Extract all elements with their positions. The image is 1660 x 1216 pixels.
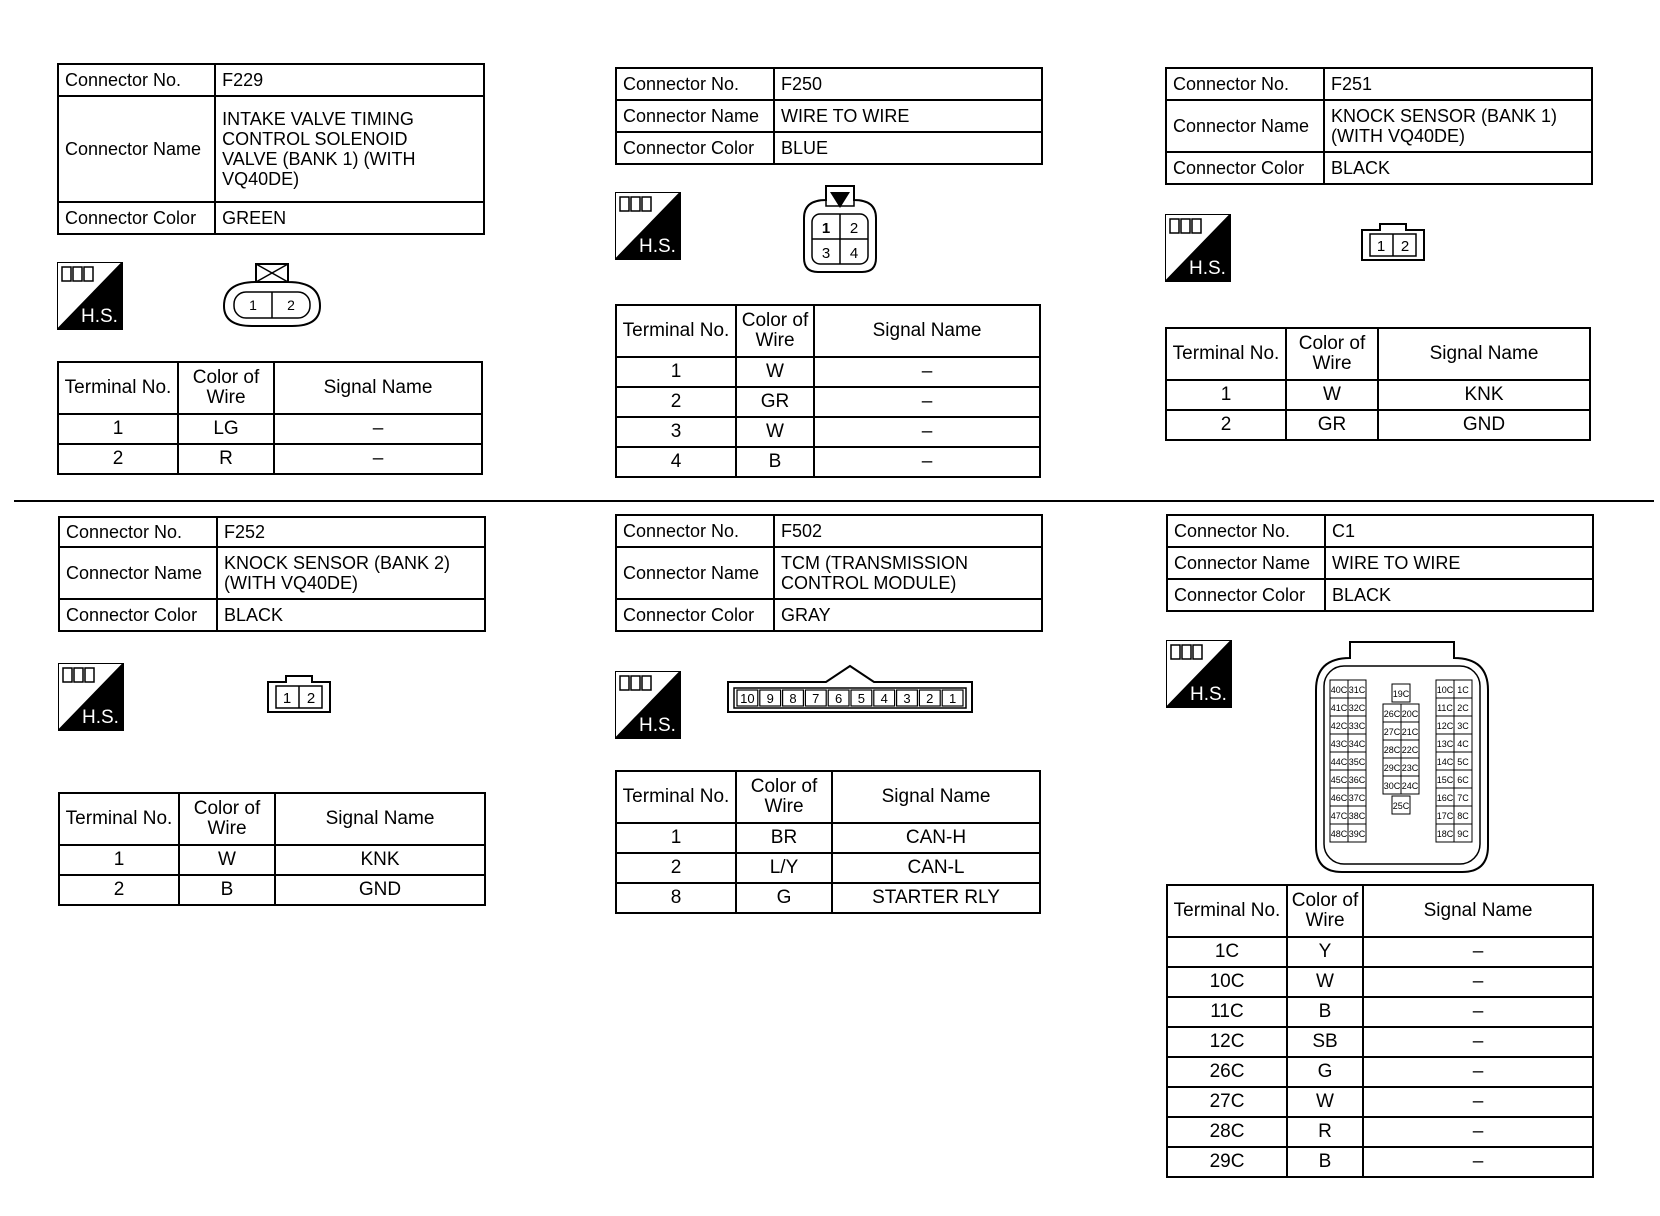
color-of-wire-header: Color of Wire — [736, 771, 832, 823]
connector-name-label: Connector Name — [616, 100, 774, 132]
table-row — [1166, 410, 1590, 440]
pin-label: 39C — [1348, 829, 1366, 839]
terminal-table-c1 — [1166, 884, 1594, 1178]
pin-label: 9 — [766, 691, 774, 706]
pin-label: 6 — [834, 691, 843, 706]
table-row — [616, 823, 1040, 853]
table-row — [616, 447, 1040, 477]
connector-name-label: Connector Name — [58, 96, 215, 202]
signal-name-header: Signal Name — [832, 771, 1040, 823]
signal-cell: – — [274, 414, 482, 444]
pin-label: 18C — [1436, 829, 1454, 839]
connector-name-label: Connector Name — [59, 547, 217, 599]
signal-cell: STARTER RLY — [832, 883, 1040, 913]
connector-name-label: Connector Name — [1166, 100, 1324, 152]
pin-label: 1 — [948, 691, 957, 706]
terminal-cell: 1C — [1167, 937, 1287, 967]
terminal-cell: 11C — [1167, 997, 1287, 1027]
terminal-no-header: Terminal No. — [616, 771, 736, 823]
table-row — [616, 417, 1040, 447]
connector-color-label: Connector Color — [616, 599, 774, 631]
terminal-table-f229 — [57, 361, 483, 475]
connector-block-f502 — [615, 514, 1043, 632]
pin-label: 6C — [1457, 775, 1469, 785]
pin-label: 1C — [1457, 685, 1469, 695]
connector-face-f250 — [800, 184, 880, 276]
table-row — [58, 414, 482, 444]
pin-label: 42C — [1330, 721, 1348, 731]
signal-name-header: Signal Name — [1378, 328, 1590, 380]
table-row — [1167, 1087, 1593, 1117]
terminal-table-f252 — [58, 792, 486, 906]
connector-name-value: KNOCK SENSOR (BANK 2) (WITH VQ40DE) — [217, 547, 485, 599]
table-row — [59, 845, 485, 875]
pin-label: 33C — [1348, 721, 1366, 731]
pin-label: 2 — [287, 297, 295, 313]
table-row — [616, 883, 1040, 913]
terminal-cell: 3 — [616, 417, 736, 447]
color-of-wire-header: Color of Wire — [178, 362, 274, 414]
connector-color-value: BLACK — [1324, 152, 1592, 184]
connector-name-value: KNOCK SENSOR (BANK 1) (WITH VQ40DE) — [1324, 100, 1592, 152]
wire-cell: R — [1287, 1117, 1363, 1147]
signal-cell: – — [1363, 1147, 1593, 1177]
table-row — [1167, 1027, 1593, 1057]
pin-label: 17C — [1436, 811, 1454, 821]
table-row — [59, 875, 485, 905]
table-row — [1167, 967, 1593, 997]
pin-label: 9C — [1457, 829, 1469, 839]
pin-label: 26C — [1383, 709, 1401, 719]
connector-color-value: BLACK — [217, 599, 485, 631]
pin-label: 1 — [1376, 238, 1386, 255]
connector-face-f502 — [726, 664, 974, 716]
pin-label: 1 — [821, 220, 831, 237]
wire-cell: W — [1287, 967, 1363, 997]
pin-label: 10C — [1436, 685, 1454, 695]
connector-info-table — [1166, 514, 1594, 612]
signal-cell: – — [274, 444, 482, 474]
terminal-cell: 10C — [1167, 967, 1287, 997]
terminal-cell: 27C — [1167, 1087, 1287, 1117]
table-row — [616, 357, 1040, 387]
connector-name-value: WIRE TO WIRE — [774, 100, 1042, 132]
pin-label: 1 — [282, 690, 292, 707]
pin-label: 5C — [1457, 757, 1469, 767]
pin-label: 41C — [1330, 703, 1348, 713]
wire-cell: B — [179, 875, 275, 905]
wire-cell: SB — [1287, 1027, 1363, 1057]
signal-cell: – — [814, 357, 1040, 387]
connector-color-label: Connector Color — [59, 599, 217, 631]
wire-cell: B — [1287, 997, 1363, 1027]
connector-info-table — [615, 514, 1043, 632]
section-divider — [14, 500, 1654, 502]
terminal-cell: 29C — [1167, 1147, 1287, 1177]
pin-label: 3C — [1457, 721, 1469, 731]
connector-no-value: F250 — [774, 68, 1042, 100]
table-row — [1167, 1057, 1593, 1087]
color-of-wire-header: Color of Wire — [1287, 885, 1363, 937]
connector-no-label: Connector No. — [58, 64, 215, 96]
pin-label: 4 — [880, 691, 888, 706]
hs-label: H.S. — [82, 707, 119, 728]
connector-name-value: INTAKE VALVE TIMING CONTROL SOLENOID VALVE (BANK 1) (WITH VQ40DE) — [215, 96, 484, 202]
table-row — [1166, 380, 1590, 410]
terminal-cell: 1 — [616, 357, 736, 387]
pin-label: 7C — [1457, 793, 1469, 803]
pin-label: 3 — [821, 245, 831, 262]
pin-label: 45C — [1330, 775, 1348, 785]
pin-label: 40C — [1330, 685, 1348, 695]
pin-label: 2 — [1400, 238, 1410, 255]
wire-cell: Y — [1287, 937, 1363, 967]
hs-label: H.S. — [1190, 684, 1227, 705]
terminal-no-header: Terminal No. — [59, 793, 179, 845]
pin-label: 24C — [1401, 781, 1419, 791]
pin-label: 47C — [1330, 811, 1348, 821]
color-of-wire-header: Color of Wire — [736, 305, 814, 357]
terminal-no-header: Terminal No. — [1167, 885, 1287, 937]
color-of-wire-header: Color of Wire — [179, 793, 275, 845]
terminal-cell: 28C — [1167, 1117, 1287, 1147]
connector-color-value: GREEN — [215, 202, 484, 234]
signal-name-header: Signal Name — [814, 305, 1040, 357]
table-row — [1167, 937, 1593, 967]
wire-cell: GR — [1286, 410, 1378, 440]
signal-cell: – — [1363, 937, 1593, 967]
wire-cell: W — [736, 417, 814, 447]
pin-label: 3 — [903, 691, 911, 706]
connector-no-label: Connector No. — [1167, 515, 1325, 547]
signal-cell: KNK — [275, 845, 485, 875]
wire-cell: B — [736, 447, 814, 477]
harness-side-icon — [57, 262, 123, 330]
terminal-cell: 2 — [616, 853, 736, 883]
pin-label: 28C — [1383, 745, 1401, 755]
table-row — [58, 444, 482, 474]
hs-label: H.S. — [639, 236, 676, 257]
pin-label: 21C — [1401, 727, 1419, 737]
signal-cell: CAN-H — [832, 823, 1040, 853]
pin-label: 14C — [1436, 757, 1454, 767]
wire-cell: W — [736, 357, 814, 387]
harness-side-icon — [1165, 214, 1231, 282]
pin-label: 8 — [789, 691, 797, 706]
connector-color-label: Connector Color — [1166, 152, 1324, 184]
pin-label: 4C — [1457, 739, 1469, 749]
signal-name-header: Signal Name — [275, 793, 485, 845]
pin-label: 1 — [249, 297, 257, 313]
signal-cell: – — [1363, 967, 1593, 997]
harness-side-icon — [615, 671, 681, 739]
connector-color-label: Connector Color — [1167, 579, 1325, 611]
table-row — [1167, 1117, 1593, 1147]
terminal-table-f250 — [615, 304, 1041, 478]
connector-name-label: Connector Name — [1167, 547, 1325, 579]
terminal-cell: 1 — [1166, 380, 1286, 410]
wire-cell: G — [736, 883, 832, 913]
signal-cell: KNK — [1378, 380, 1590, 410]
pin-label: 37C — [1348, 793, 1366, 803]
connector-no-value: C1 — [1325, 515, 1593, 547]
terminal-no-header: Terminal No. — [1166, 328, 1286, 380]
hs-label: H.S. — [1189, 258, 1226, 279]
pin-label: 2 — [926, 691, 934, 706]
terminal-no-header: Terminal No. — [58, 362, 178, 414]
wire-cell: W — [1286, 380, 1378, 410]
pin-label: 29C — [1383, 763, 1401, 773]
harness-side-icon — [1166, 640, 1232, 708]
pin-label: 32C — [1348, 703, 1366, 713]
signal-cell: – — [814, 417, 1040, 447]
pin-label: 15C — [1436, 775, 1454, 785]
harness-side-icon — [58, 663, 124, 731]
signal-cell: – — [1363, 1027, 1593, 1057]
connector-info-table — [58, 516, 486, 632]
wire-cell: GR — [736, 387, 814, 417]
signal-cell: – — [1363, 997, 1593, 1027]
color-of-wire-header: Color of Wire — [1286, 328, 1378, 380]
wire-cell: LG — [178, 414, 274, 444]
pin-label: 11C — [1437, 703, 1453, 713]
terminal-table-f251 — [1165, 327, 1591, 441]
table-row — [1167, 997, 1593, 1027]
table-row — [616, 853, 1040, 883]
terminal-cell: 2 — [1166, 410, 1286, 440]
terminal-cell: 2 — [616, 387, 736, 417]
connector-info-table — [1165, 67, 1593, 185]
pin-label: 2 — [849, 220, 859, 237]
harness-side-icon — [615, 192, 681, 260]
terminal-cell: 12C — [1167, 1027, 1287, 1057]
terminal-cell: 1 — [58, 414, 178, 444]
connector-color-value: BLACK — [1325, 579, 1593, 611]
connector-block-f250 — [615, 67, 1043, 165]
pin-label: 27C — [1383, 727, 1401, 737]
connector-block-f251 — [1165, 67, 1593, 185]
wire-cell: L/Y — [736, 853, 832, 883]
pin-label: 31C — [1348, 685, 1366, 695]
connector-no-label: Connector No. — [1166, 68, 1324, 100]
connector-no-label: Connector No. — [616, 515, 774, 547]
pin-label: 22C — [1401, 745, 1419, 755]
signal-cell: – — [1363, 1057, 1593, 1087]
pin-label: 4 — [849, 245, 859, 262]
terminal-cell: 26C — [1167, 1057, 1287, 1087]
pin-label: 20C — [1401, 709, 1419, 719]
connector-name-label: Connector Name — [616, 547, 774, 599]
connector-no-value: F502 — [774, 515, 1042, 547]
signal-cell: – — [1363, 1087, 1593, 1117]
pin-label: 16C — [1436, 793, 1454, 803]
pin-label: 44C — [1330, 757, 1348, 767]
pin-label: 43C — [1330, 739, 1348, 749]
wire-cell: W — [1287, 1087, 1363, 1117]
pin-label: 38C — [1348, 811, 1366, 821]
terminal-cell: 4 — [616, 447, 736, 477]
terminal-cell: 2 — [58, 444, 178, 474]
pin-label: 46C — [1330, 793, 1348, 803]
pin-label: 34C — [1348, 739, 1366, 749]
signal-cell: – — [814, 387, 1040, 417]
connector-info-table — [615, 67, 1043, 165]
wire-cell: B — [1287, 1147, 1363, 1177]
terminal-cell: 8 — [616, 883, 736, 913]
pin-label: 12C — [1436, 721, 1454, 731]
signal-cell: GND — [275, 875, 485, 905]
connector-name-value: WIRE TO WIRE — [1325, 547, 1593, 579]
table-row — [1167, 1147, 1593, 1177]
connector-no-label: Connector No. — [59, 517, 217, 547]
terminal-cell: 1 — [616, 823, 736, 853]
connector-color-value: GRAY — [774, 599, 1042, 631]
pin-label: 25C — [1392, 801, 1410, 811]
pin-label: 13C — [1436, 739, 1454, 749]
connector-face-f229 — [220, 262, 324, 330]
connector-color-label: Connector Color — [616, 132, 774, 164]
pin-label: 19C — [1392, 689, 1410, 699]
table-row — [616, 387, 1040, 417]
pin-label: 30C — [1383, 781, 1401, 791]
pin-label: 2 — [306, 690, 316, 707]
pin-label: 23C — [1401, 763, 1419, 773]
terminal-cell: 1 — [59, 845, 179, 875]
connector-face-c1 — [1314, 640, 1490, 876]
connector-face-f252 — [262, 672, 336, 716]
connector-block-f252 — [58, 516, 486, 632]
connector-info-table — [57, 63, 485, 235]
connector-block-c1 — [1166, 514, 1594, 612]
pin-label: 8C — [1457, 811, 1469, 821]
pin-label: 7 — [812, 691, 820, 706]
wire-cell: W — [179, 845, 275, 875]
connector-color-label: Connector Color — [58, 202, 215, 234]
wire-cell: G — [1287, 1057, 1363, 1087]
pin-label: 2C — [1457, 703, 1469, 713]
signal-cell: – — [814, 447, 1040, 477]
hs-label: H.S. — [81, 306, 118, 327]
signal-cell: CAN-L — [832, 853, 1040, 883]
pin-label: 36C — [1348, 775, 1366, 785]
connector-face-f251 — [1356, 220, 1430, 264]
pin-label: 35C — [1348, 757, 1366, 767]
connector-no-value: F229 — [215, 64, 484, 96]
signal-name-header: Signal Name — [1363, 885, 1593, 937]
connector-no-label: Connector No. — [616, 68, 774, 100]
connector-no-value: F252 — [217, 517, 485, 547]
pin-label: 48C — [1330, 829, 1348, 839]
terminal-cell: 2 — [59, 875, 179, 905]
pin-label: 10 — [740, 691, 755, 706]
wire-cell: R — [178, 444, 274, 474]
wire-cell: BR — [736, 823, 832, 853]
connector-color-value: BLUE — [774, 132, 1042, 164]
connector-name-value: TCM (TRANSMISSION CONTROL MODULE) — [774, 547, 1042, 599]
terminal-table-f502 — [615, 770, 1041, 914]
signal-cell: – — [1363, 1117, 1593, 1147]
hs-label: H.S. — [639, 715, 676, 736]
pin-label: 5 — [857, 691, 866, 706]
connector-no-value: F251 — [1324, 68, 1592, 100]
terminal-no-header: Terminal No. — [616, 305, 736, 357]
signal-name-header: Signal Name — [274, 362, 482, 414]
connector-block-f229 — [57, 63, 485, 235]
signal-cell: GND — [1378, 410, 1590, 440]
